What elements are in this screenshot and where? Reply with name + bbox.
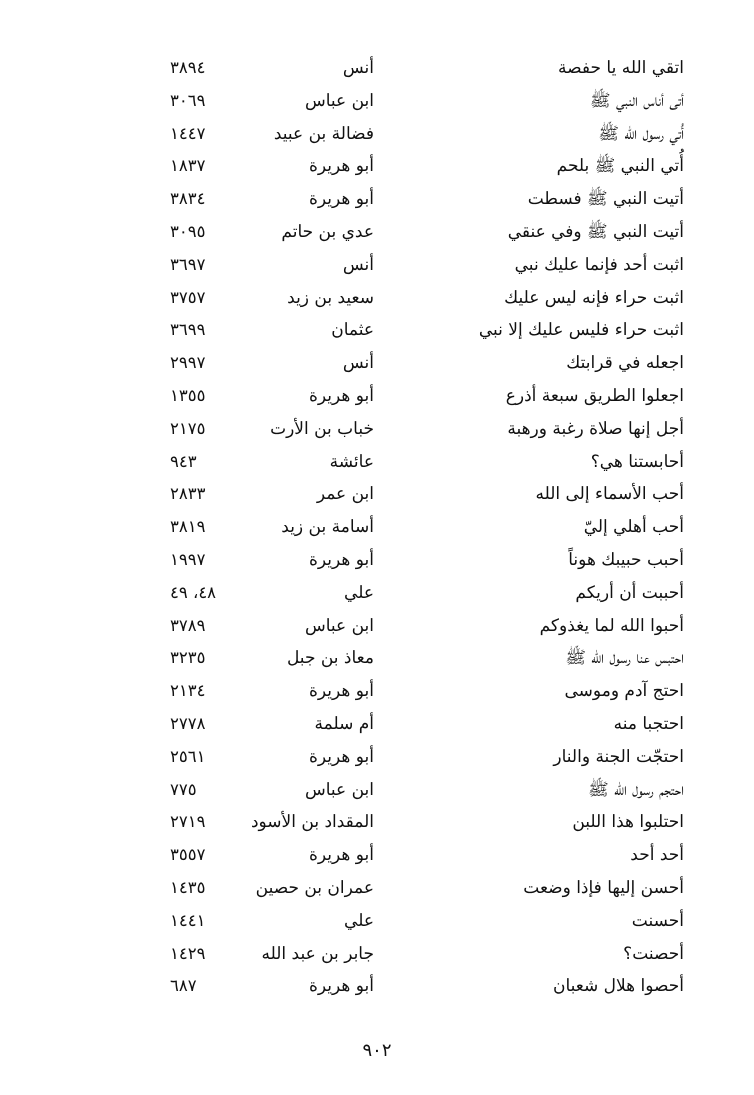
entry-number: ٧٧٥ — [170, 779, 197, 799]
index-entry — [0, 347, 754, 380]
index-entry — [0, 806, 754, 839]
entry-phrase: أحب أهلي إليّ — [583, 517, 684, 538]
entry-phrase: اجعلوا الطريق سبعة أذرع — [505, 385, 684, 406]
index-entry — [0, 446, 754, 479]
entry-phrase: احتلبوا هذا اللبن — [572, 812, 684, 833]
entry-phrase: أتيت النبي ﷺ وفي عنقي — [507, 221, 684, 242]
entry-narrator: جابر بن عبد الله — [261, 943, 374, 964]
entry-phrase: أحبب حبيبك هوناً — [568, 549, 684, 570]
entry-number: ٢٨٣٣ — [170, 484, 206, 504]
index-entry — [0, 150, 754, 183]
entry-narrator: المقداد بن الأسود — [250, 812, 374, 833]
entry-phrase: أحابستنا هي؟ — [590, 451, 684, 472]
entry-number: ١٤٣٥ — [170, 877, 206, 897]
entry-phrase: أحد أحد — [630, 845, 684, 866]
entry-narrator: عمران بن حصين — [255, 877, 374, 898]
entry-narrator: فضالة بن عبيد — [273, 123, 374, 144]
entry-narrator: أبو هريرة — [308, 746, 374, 767]
entry-number: ٣٢٣٥ — [170, 648, 206, 668]
entry-phrase: أُتي النبي ﷺ بلحم — [556, 156, 684, 177]
entry-narrator: أبو هريرة — [308, 845, 374, 866]
index-entry — [0, 478, 754, 511]
entry-number: ٢٥٦١ — [170, 746, 206, 766]
index-entry — [0, 314, 754, 347]
entry-number: ٤٨، ٤٩ — [170, 582, 217, 602]
entry-phrase: احتجم رسول الله ﷺ — [588, 779, 684, 800]
entry-narrator: أبو هريرة — [308, 156, 374, 177]
index-entry — [0, 708, 754, 741]
entry-phrase: اثبت حراء فإنه ليس عليك — [504, 287, 684, 308]
entry-narrator: أبو هريرة — [308, 549, 374, 570]
entry-phrase: اثبت أحد فإنما عليك نبي — [514, 254, 684, 275]
entry-number: ٣٨٣٤ — [170, 189, 206, 209]
entry-number: ٣٧٨٩ — [170, 615, 206, 635]
entry-phrase: أحصنت؟ — [623, 943, 684, 964]
index-entry — [0, 872, 754, 905]
entry-narrator: عثمان — [331, 320, 374, 341]
entry-narrator: أبو هريرة — [308, 681, 374, 702]
entry-number: ١٤٤٧ — [170, 123, 206, 143]
entry-phrase: أحب الأسماء إلى الله — [535, 484, 684, 505]
entry-narrator: سعيد بن زيد — [287, 287, 374, 308]
index-entry — [0, 544, 754, 577]
index-entry — [0, 905, 754, 938]
index-entry — [0, 282, 754, 315]
entry-phrase: أتيت النبي ﷺ فسطت — [527, 189, 684, 210]
entry-number: ٣٥٥٧ — [170, 845, 206, 865]
entry-narrator: أسامة بن زيد — [281, 517, 374, 538]
entry-number: ١٤٤١ — [170, 910, 206, 930]
entry-phrase: احتجّت الجنة والنار — [553, 746, 684, 767]
entry-phrase: أحسن إليها فإذا وضعت — [523, 877, 684, 898]
entry-number: ٣٠٩٥ — [170, 221, 206, 241]
index-entry — [0, 380, 754, 413]
entry-narrator: أبو هريرة — [308, 189, 374, 210]
entry-number: ٢١٧٥ — [170, 418, 206, 438]
index-entry — [0, 610, 754, 643]
entry-narrator: ابن عباس — [304, 615, 374, 636]
entry-number: ٢٩٩٧ — [170, 353, 206, 373]
entry-phrase: أحسنت — [631, 910, 684, 931]
index-entry — [0, 85, 754, 118]
entry-narrator: علي — [344, 910, 374, 931]
entry-narrator: ابن عباس — [304, 90, 374, 111]
index-entry — [0, 118, 754, 151]
entry-phrase: اثبت حراء فليس عليك إلا نبي — [478, 320, 684, 341]
entry-phrase: احتبس عنا رسول الله ﷺ — [565, 648, 684, 669]
entry-narrator: معاذ بن جبل — [286, 648, 374, 669]
entry-number: ١٣٥٥ — [170, 385, 206, 405]
index-entry — [0, 577, 754, 610]
entry-narrator: أنس — [342, 58, 374, 78]
entry-narrator: عائشة — [329, 451, 374, 472]
entry-narrator: ابن عباس — [304, 779, 374, 800]
entry-number: ٢٧٧٨ — [170, 713, 206, 733]
index-entry — [0, 511, 754, 544]
index-entry — [0, 249, 754, 282]
entry-number: ٢١٣٤ — [170, 681, 206, 701]
entry-number: ٣٨٩٤ — [170, 58, 206, 77]
entry-number: ٣٧٥٧ — [170, 287, 206, 307]
entry-narrator: أبو هريرة — [308, 976, 374, 997]
index-entry — [0, 642, 754, 675]
entry-phrase: أحبوا الله لما يغذوكم — [539, 615, 684, 636]
entry-number: ٩٤٣ — [170, 451, 197, 471]
index-entry — [0, 839, 754, 872]
entry-narrator: عدي بن حاتم — [281, 221, 374, 242]
entry-number: ١٤٢٩ — [170, 943, 206, 963]
entry-phrase: أحببت أن أريكم — [575, 582, 684, 603]
entry-phrase: اجعله في قرابتك — [566, 353, 684, 374]
index-entry — [0, 216, 754, 249]
index-entry — [0, 741, 754, 774]
entry-phrase: أُتي رسول الله ﷺ — [598, 123, 684, 144]
entry-phrase: أتى أناس النبي ﷺ — [590, 90, 684, 111]
entry-phrase: احتجبا منه — [613, 713, 684, 734]
entry-phrase: احتج آدم وموسى — [564, 681, 684, 702]
entry-number: ١٩٩٧ — [170, 549, 206, 569]
index-entry — [0, 675, 754, 708]
entry-number: ٢٧١٩ — [170, 812, 206, 832]
entry-number: ٣٦٩٩ — [170, 320, 206, 340]
index-entry — [0, 970, 754, 1003]
index-entry — [0, 413, 754, 446]
entry-number: ٣٠٦٩ — [170, 90, 206, 110]
entry-narrator: أم سلمة — [314, 713, 374, 734]
index-entry — [0, 183, 754, 216]
entry-phrase: اتقي الله يا حفصة — [558, 58, 684, 78]
index-entry — [0, 938, 754, 971]
entry-phrase: أجل إنها صلاة رغبة ورهبة — [507, 418, 684, 439]
index-entry — [0, 52, 754, 85]
entry-narrator: أنس — [342, 353, 374, 374]
entry-narrator: أنس — [342, 254, 374, 275]
entry-number: ٣٨١٩ — [170, 517, 206, 537]
entry-number: ٦٨٧ — [170, 976, 197, 996]
entry-narrator: ابن عمر — [316, 484, 374, 505]
entry-narrator: علي — [344, 582, 374, 603]
entry-phrase: أحصوا هلال شعبان — [553, 976, 684, 997]
entry-narrator: خباب بن الأرت — [270, 418, 374, 439]
index-list — [0, 52, 754, 1003]
entry-number: ١٨٣٧ — [170, 156, 206, 176]
page-number: ٩٠٢ — [362, 1040, 392, 1061]
index-entry — [0, 774, 754, 807]
entry-narrator: أبو هريرة — [308, 385, 374, 406]
entry-number: ٣٦٩٧ — [170, 254, 206, 274]
